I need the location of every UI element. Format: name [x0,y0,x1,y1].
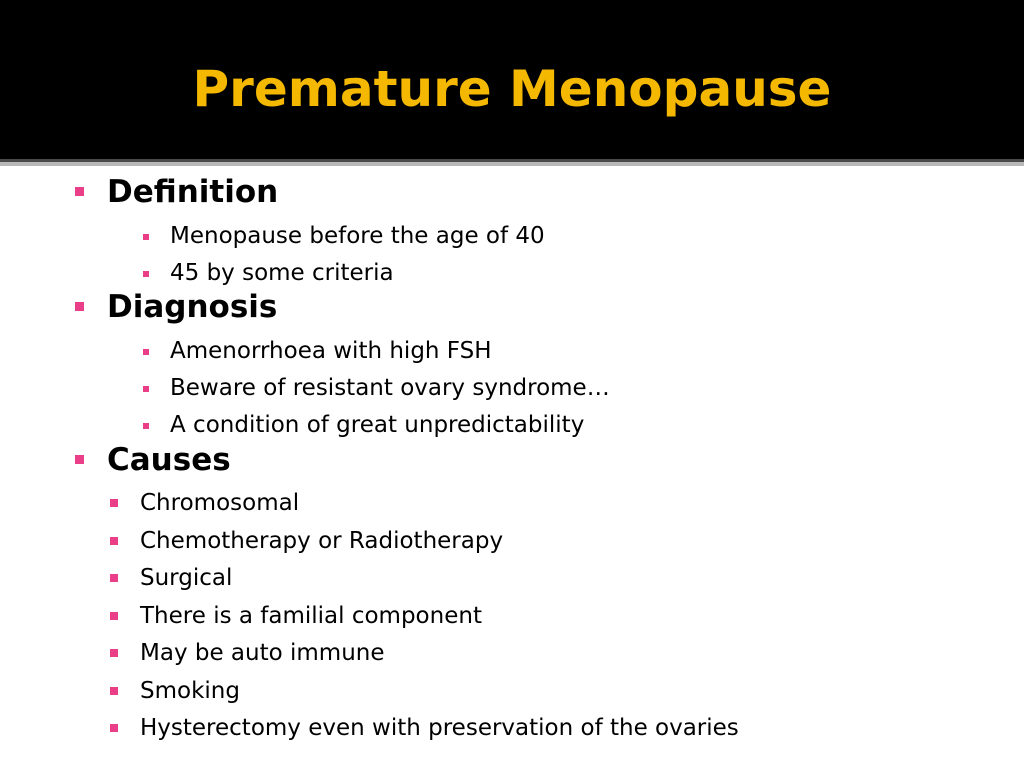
bullet-square-icon [143,386,149,392]
bullet-square-icon [110,574,118,582]
bullet-square-icon [110,612,118,620]
bullet-square-icon [143,349,149,355]
slide-title: Premature Menopause [192,60,832,118]
title-divider-light [0,162,1024,166]
bullet-square-icon [143,234,149,240]
bullet-square-icon [143,423,149,429]
bullet-square-icon [143,271,149,277]
bullet-square-icon [75,187,84,196]
bullet-square-icon [110,724,118,732]
bullet-square-icon [75,455,84,464]
bullet-square-icon [110,687,118,695]
bullet-square-icon [110,537,118,545]
slide: Premature Menopause Definition Menopause before the age of 40 45 by some criteria Diagnosis Amenorrhoea with high FSH Beware of resistant ovary syndrome… A condition of great unpredictability Causes Chromosomal Chemotherapy or Radiotherapy Surgical There is a familial component May be auto immune Smoking Hysterectomy even with preservation of the ovaries [0,0,1024,768]
bullet-square-icon [75,302,84,311]
bullet-square-icon [110,499,118,507]
bullet-square-icon [110,649,118,657]
